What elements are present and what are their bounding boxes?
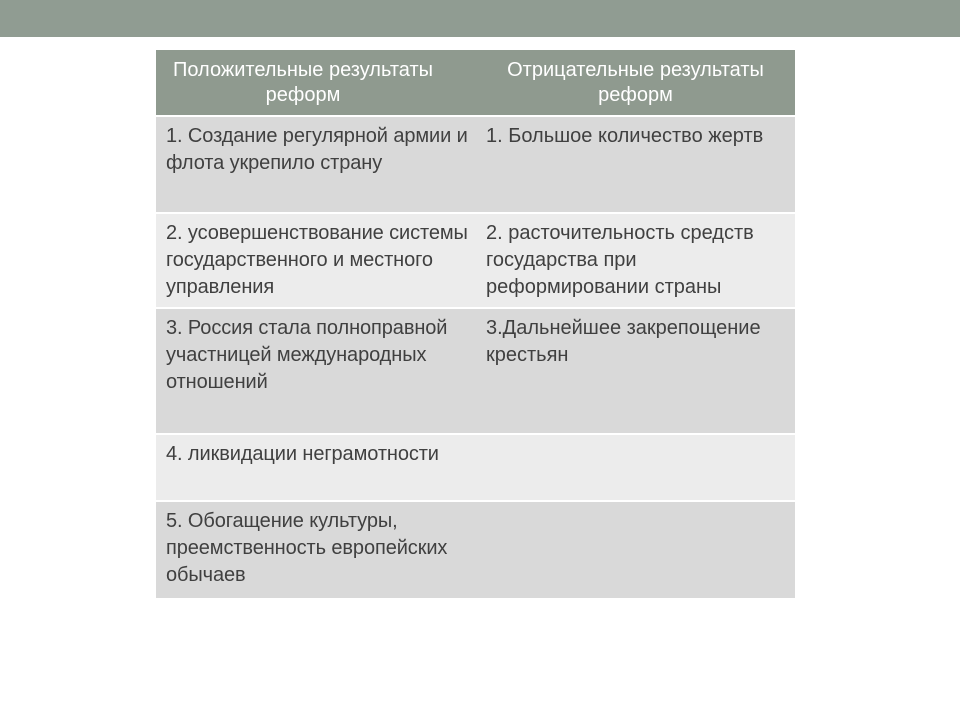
table-row	[156, 501, 795, 598]
positive-result-cell: 3. Россия стала полноправной участницей международных отношений	[156, 308, 476, 434]
slide-header-bar	[0, 0, 960, 37]
positive-result-cell: 4. ликвидации неграмотности	[156, 434, 476, 501]
positive-result-cell: 2. усовершенствование системы государственного и местного управления	[156, 213, 476, 308]
positive-results-header: Положительные результаты реформ	[156, 50, 476, 116]
negative-result-cell: 3.Дальнейшее закрепощение крестьян	[476, 308, 795, 434]
positive-result-cell: 5. Обогащение культуры, преемственность европейских обычаев	[156, 501, 476, 598]
positive-result-cell: 1. Создание регулярной армии и флота укрепило страну	[156, 116, 476, 213]
table-header-row	[156, 50, 795, 116]
negative-result-cell: 1. Большое количество жертв	[476, 116, 795, 213]
table-row	[156, 434, 795, 501]
table-row	[156, 213, 795, 308]
negative-result-cell	[476, 434, 795, 501]
negative-result-cell: 2. расточительность средств государства при реформировании страны	[476, 213, 795, 308]
table-row	[156, 116, 795, 213]
negative-result-cell	[476, 501, 795, 598]
negative-results-header: Отрицательные результаты реформ	[476, 50, 795, 116]
table-row	[156, 308, 795, 434]
reform-results-table	[156, 50, 795, 598]
